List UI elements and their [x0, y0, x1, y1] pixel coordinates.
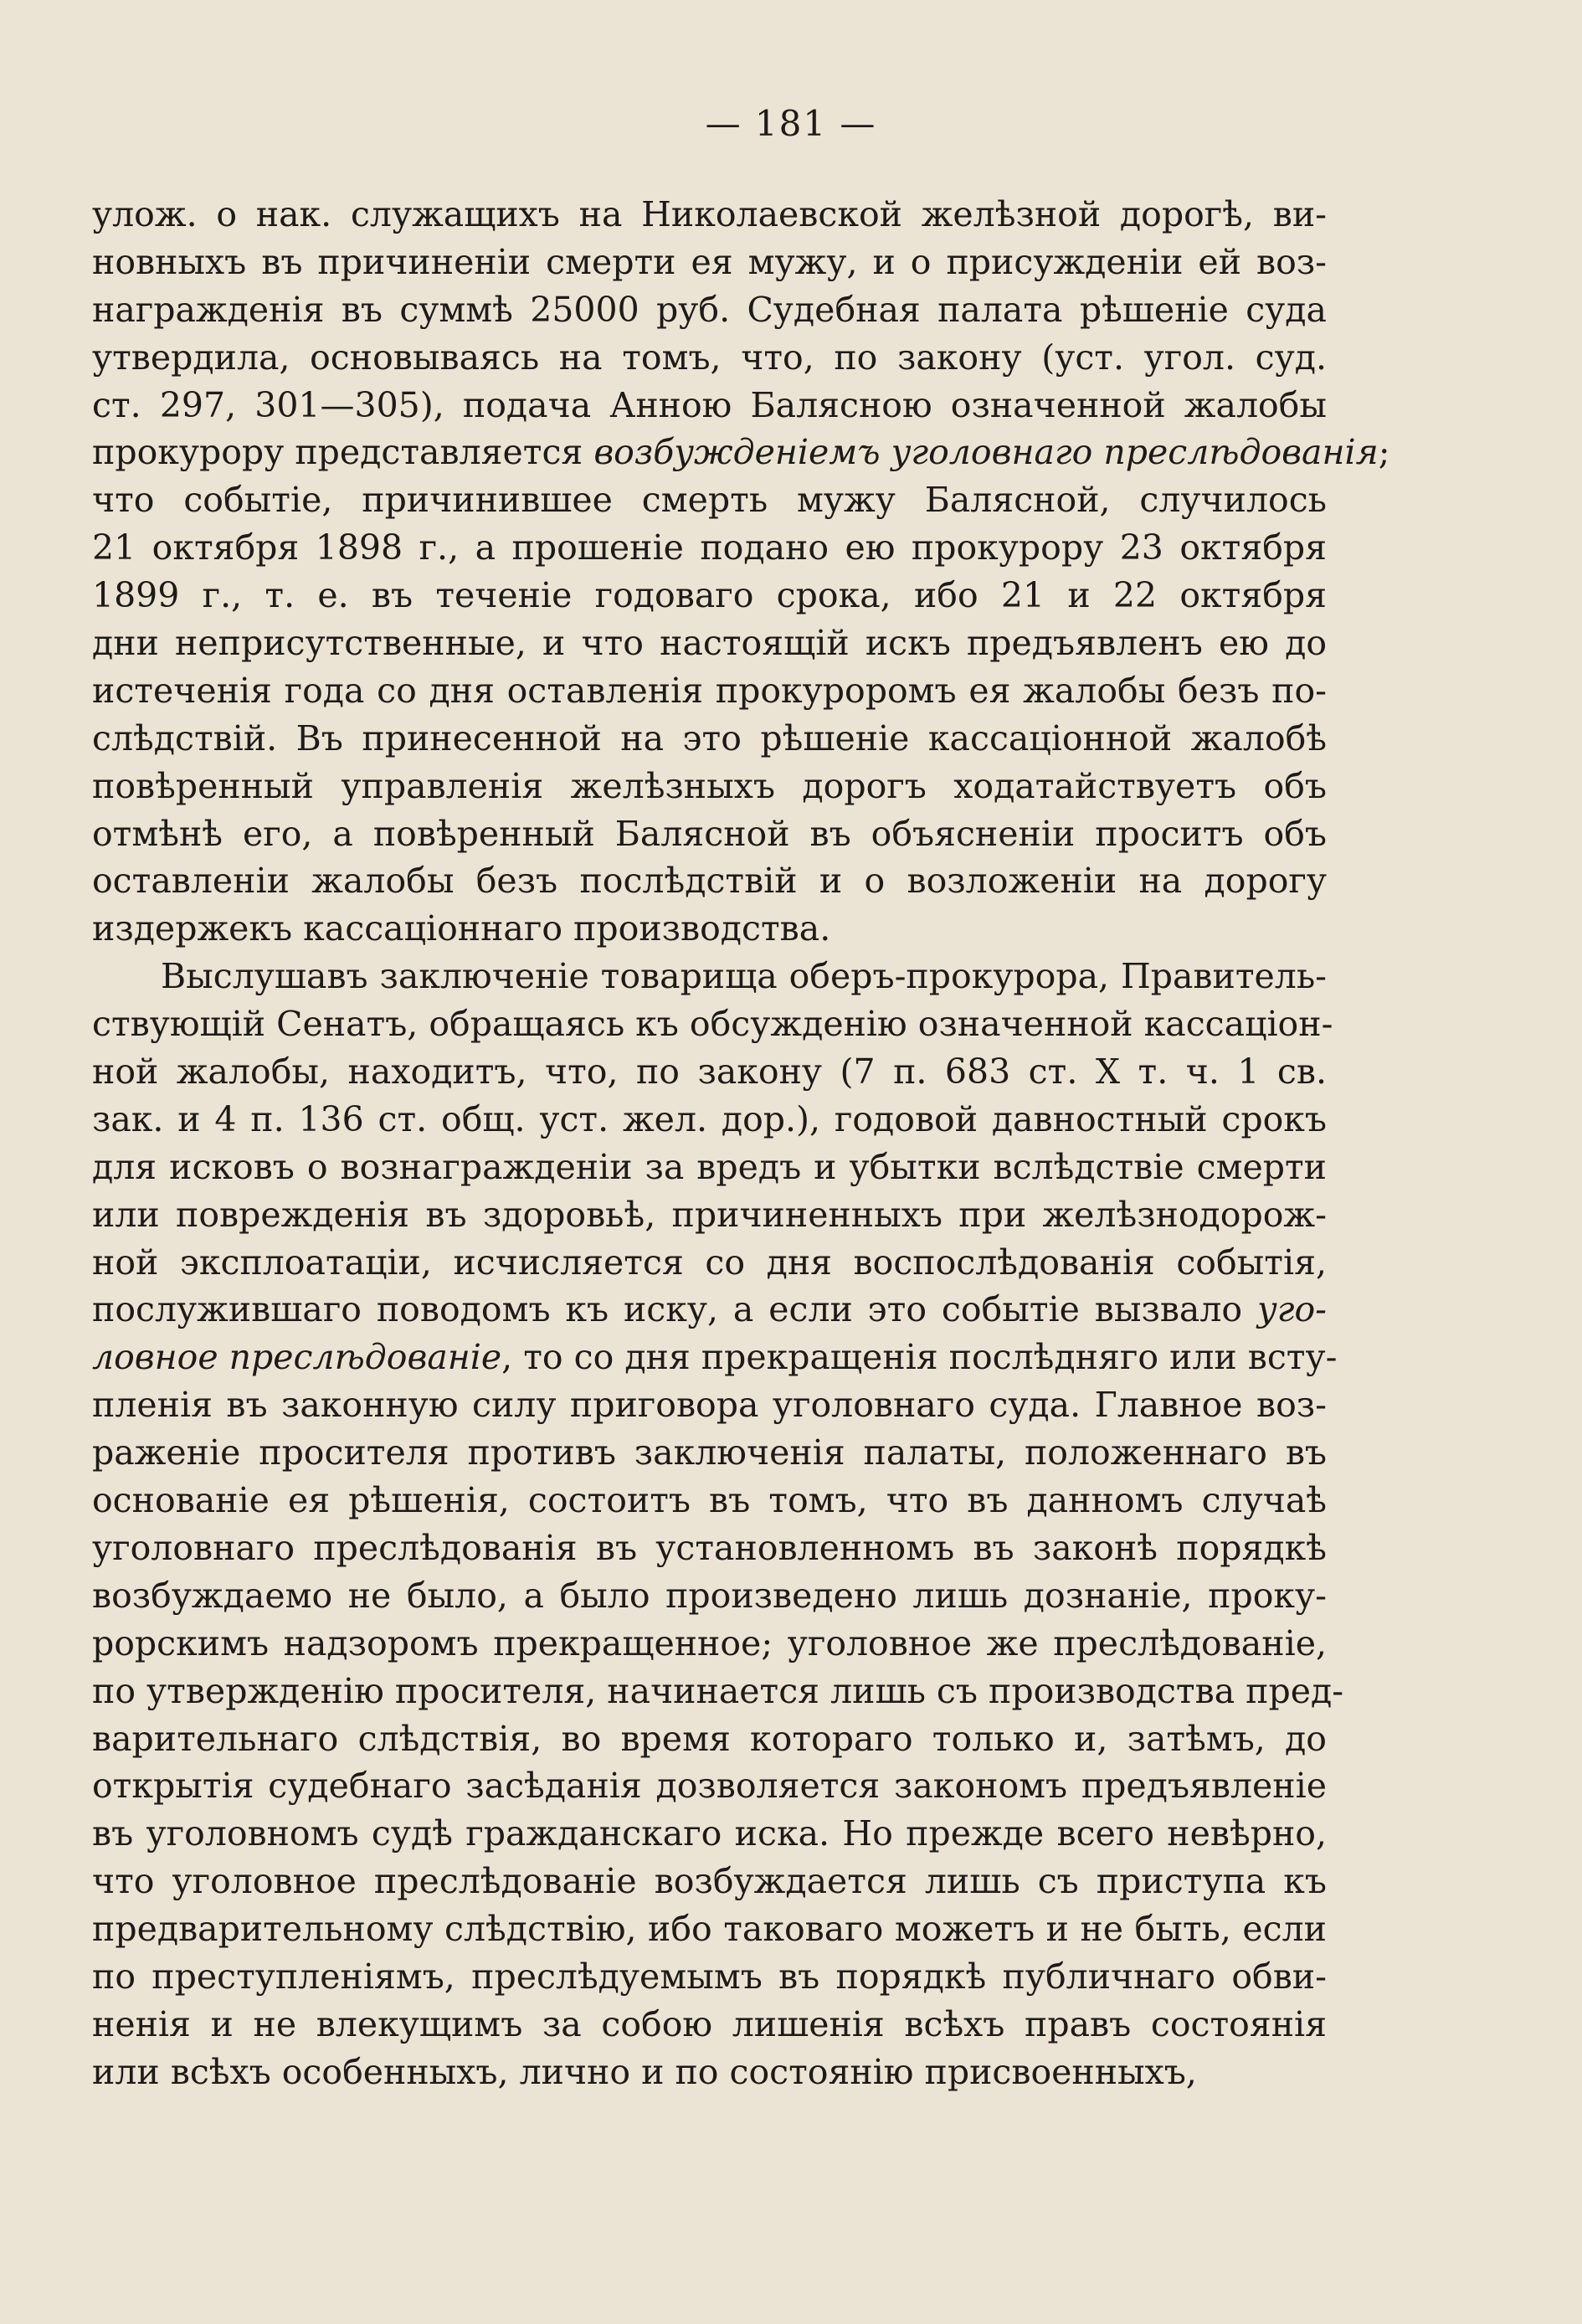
text-run: награжденія въ суммѣ 25000 руб. Судебная палата рѣшеніе суда: [92, 289, 1327, 330]
text-run: ной жалобы, находитъ, что, по закону (7 п. 683 ст. X т. ч. 1 св.: [92, 1051, 1327, 1093]
text-line: [92, 1334, 1338, 1381]
text-run: издержекъ кассаціоннаго производства.: [92, 908, 831, 949]
text-run: повѣренный управленія желѣзныхъ дорогъ ходатайствуетъ объ: [92, 765, 1327, 806]
text-run: улож. о нак. служащихъ на Николаевской желѣзной дорогѣ, ви-: [92, 194, 1327, 234]
text-run: уголовнаго преслѣдованія въ установленномъ въ законѣ порядкѣ: [92, 1527, 1327, 1568]
text-line: [92, 286, 1327, 334]
text-run: въ уголовномъ судѣ гражданскаго иска. Но прежде всего невѣрно,: [92, 1813, 1327, 1854]
paragraph: [92, 953, 1344, 2095]
text-line: [92, 763, 1327, 810]
text-line: [92, 1572, 1327, 1620]
text-run: предварительному слѣдствію, ибо таковаго можетъ и не быть, если: [92, 1909, 1327, 1950]
text-line: [92, 239, 1327, 286]
text-run: оставленіи жалобы безъ послѣдствій и о возложеніи на дорогу: [92, 861, 1327, 902]
text-run: что уголовное преслѣдованіе возбуждается лишь съ приступа къ: [92, 1861, 1327, 1902]
text-line: [92, 1286, 1327, 1334]
body-text: [92, 191, 1390, 2096]
page-number: — 181 —: [705, 103, 877, 144]
text-line: [92, 905, 1327, 953]
text-line: [92, 810, 1327, 858]
italic-run: уго-: [1256, 1289, 1327, 1330]
text-line: [92, 1668, 1344, 1715]
text-line: [92, 1524, 1327, 1572]
text-run: пленія въ законную силу приговора уголовнаго суда. Главное воз-: [92, 1385, 1327, 1426]
text-line: [92, 1096, 1327, 1144]
text-line: [92, 1239, 1327, 1287]
text-line: [92, 1000, 1333, 1048]
text-line: [92, 1048, 1327, 1096]
text-run: варительнаго слѣдствія, во время котораго только и, затѣмъ, до: [92, 1718, 1327, 1759]
text-run: 1899 г., т. е. въ теченіе годоваго срока, ибо 21 и 22 октября: [92, 575, 1327, 616]
text-line: [92, 429, 1390, 476]
text-line: [92, 1381, 1327, 1429]
text-run: утвердила, основываясь на томъ, что, по закону (уст. угол. суд.: [92, 337, 1327, 378]
italic-run: возбужденіемъ уголовнаго преслѣдованія: [593, 432, 1379, 473]
text-line: [92, 1715, 1327, 1763]
text-run: новныхъ въ причиненіи смерти ея мужу, и о присужденіи ей воз-: [92, 241, 1327, 282]
text-run: послужившаго поводомъ къ иску, а если это событіе вызвало: [92, 1289, 1257, 1330]
text-line: [92, 1477, 1327, 1524]
text-run: по преступленіямъ, преслѣдуемымъ въ порядкѣ публичнаго обви-: [92, 1956, 1327, 1997]
text-line: [92, 1620, 1327, 1668]
text-run: открытія судебнаго засѣданія дозволяется закономъ предъявленіе: [92, 1766, 1327, 1807]
text-line: [92, 2049, 1327, 2096]
text-run: зак. и 4 п. 136 ст. общ. уст. жел. дор.), годовой давностный срокъ: [92, 1098, 1327, 1139]
paragraph: [92, 191, 1390, 953]
text-run: истеченія года со дня оставленія прокуроромъ ея жалобы безъ по-: [92, 670, 1327, 711]
text-run: дни неприсутственные, и что настоящій искъ предъявленъ ею до: [92, 623, 1327, 664]
text-line: [92, 1762, 1327, 1810]
text-run: возбуждаемо не было, а было произведено лишь дознаніе, проку-: [92, 1575, 1327, 1616]
text-line: [92, 1905, 1327, 1953]
text-run: основаніе ея рѣшенія, состоитъ въ томъ, что въ данномъ случаѣ: [92, 1480, 1327, 1521]
text-run: раженіе просителя противъ заключенія палаты, положеннаго въ: [92, 1432, 1327, 1473]
text-line: [92, 953, 1327, 1000]
text-run: ной эксплоатаціи, исчисляется со дня воспослѣдованія событія,: [92, 1242, 1327, 1283]
text-run: прокурору представляется: [92, 432, 594, 473]
text-line: [92, 715, 1327, 763]
text-run: или поврежденія въ здоровьѣ, причиненныхъ при желѣзнодорож-: [92, 1194, 1327, 1235]
text-line: [92, 1144, 1327, 1191]
text-line: [92, 857, 1327, 905]
text-run: ст. 297, 301—305), подача Анною Балясною означенной жалобы: [92, 384, 1327, 425]
text-line: [92, 667, 1327, 715]
text-run: рорскимъ надзоромъ прекращенное; уголовное же преслѣдованіе,: [92, 1622, 1327, 1663]
text-line: [92, 572, 1327, 620]
text-run: слѣдствій. Въ принесенной на это рѣшеніе кассаціонной жалобѣ: [92, 717, 1327, 758]
text-run: ненія и не влекущимъ за собою лишенія всѣхъ правъ состоянія: [92, 2003, 1327, 2044]
text-line: [92, 476, 1327, 524]
text-line: [92, 1858, 1327, 1905]
text-run: ;: [1378, 432, 1390, 473]
text-line: [92, 1953, 1327, 2001]
text-line: [92, 620, 1327, 667]
text-run: для исковъ о вознагражденіи за вредъ и убытки вслѣдствіе смерти: [92, 1146, 1327, 1187]
text-line: [92, 1810, 1327, 1858]
text-run: , то со дня прекращенія послѣдняго или всту-: [501, 1337, 1338, 1378]
italic-run: ловное преслѣдованіе: [92, 1337, 502, 1378]
text-line: [92, 191, 1327, 239]
text-run: что событіе, причинившее смерть мужу Балясной, случилось: [92, 480, 1327, 521]
text-run: ствующій Сенатъ, обращаясь къ обсужденію означенной кассаціон-: [92, 1004, 1333, 1045]
text-run: или всѣхъ особенныхъ, лично и по состоянію присвоенныхъ,: [92, 2051, 1197, 2092]
text-run: по утвержденію просителя, начинается лишь съ производства пред-: [92, 1670, 1344, 1711]
text-line: [92, 2001, 1327, 2049]
text-line: [92, 382, 1327, 429]
text-run: 21 октября 1898 г., а прошеніе подано ею прокурору 23 октября: [92, 527, 1327, 568]
text-run: Выслушавъ заключеніе товарища оберъ-прокурора, Правитель-: [161, 956, 1327, 997]
text-line: [92, 1429, 1327, 1477]
text-line: [92, 524, 1327, 572]
text-run: отмѣнѣ его, а повѣренный Балясной въ объясненіи проситъ объ: [92, 813, 1327, 854]
text-line: [92, 334, 1327, 382]
text-line: [92, 1191, 1327, 1239]
